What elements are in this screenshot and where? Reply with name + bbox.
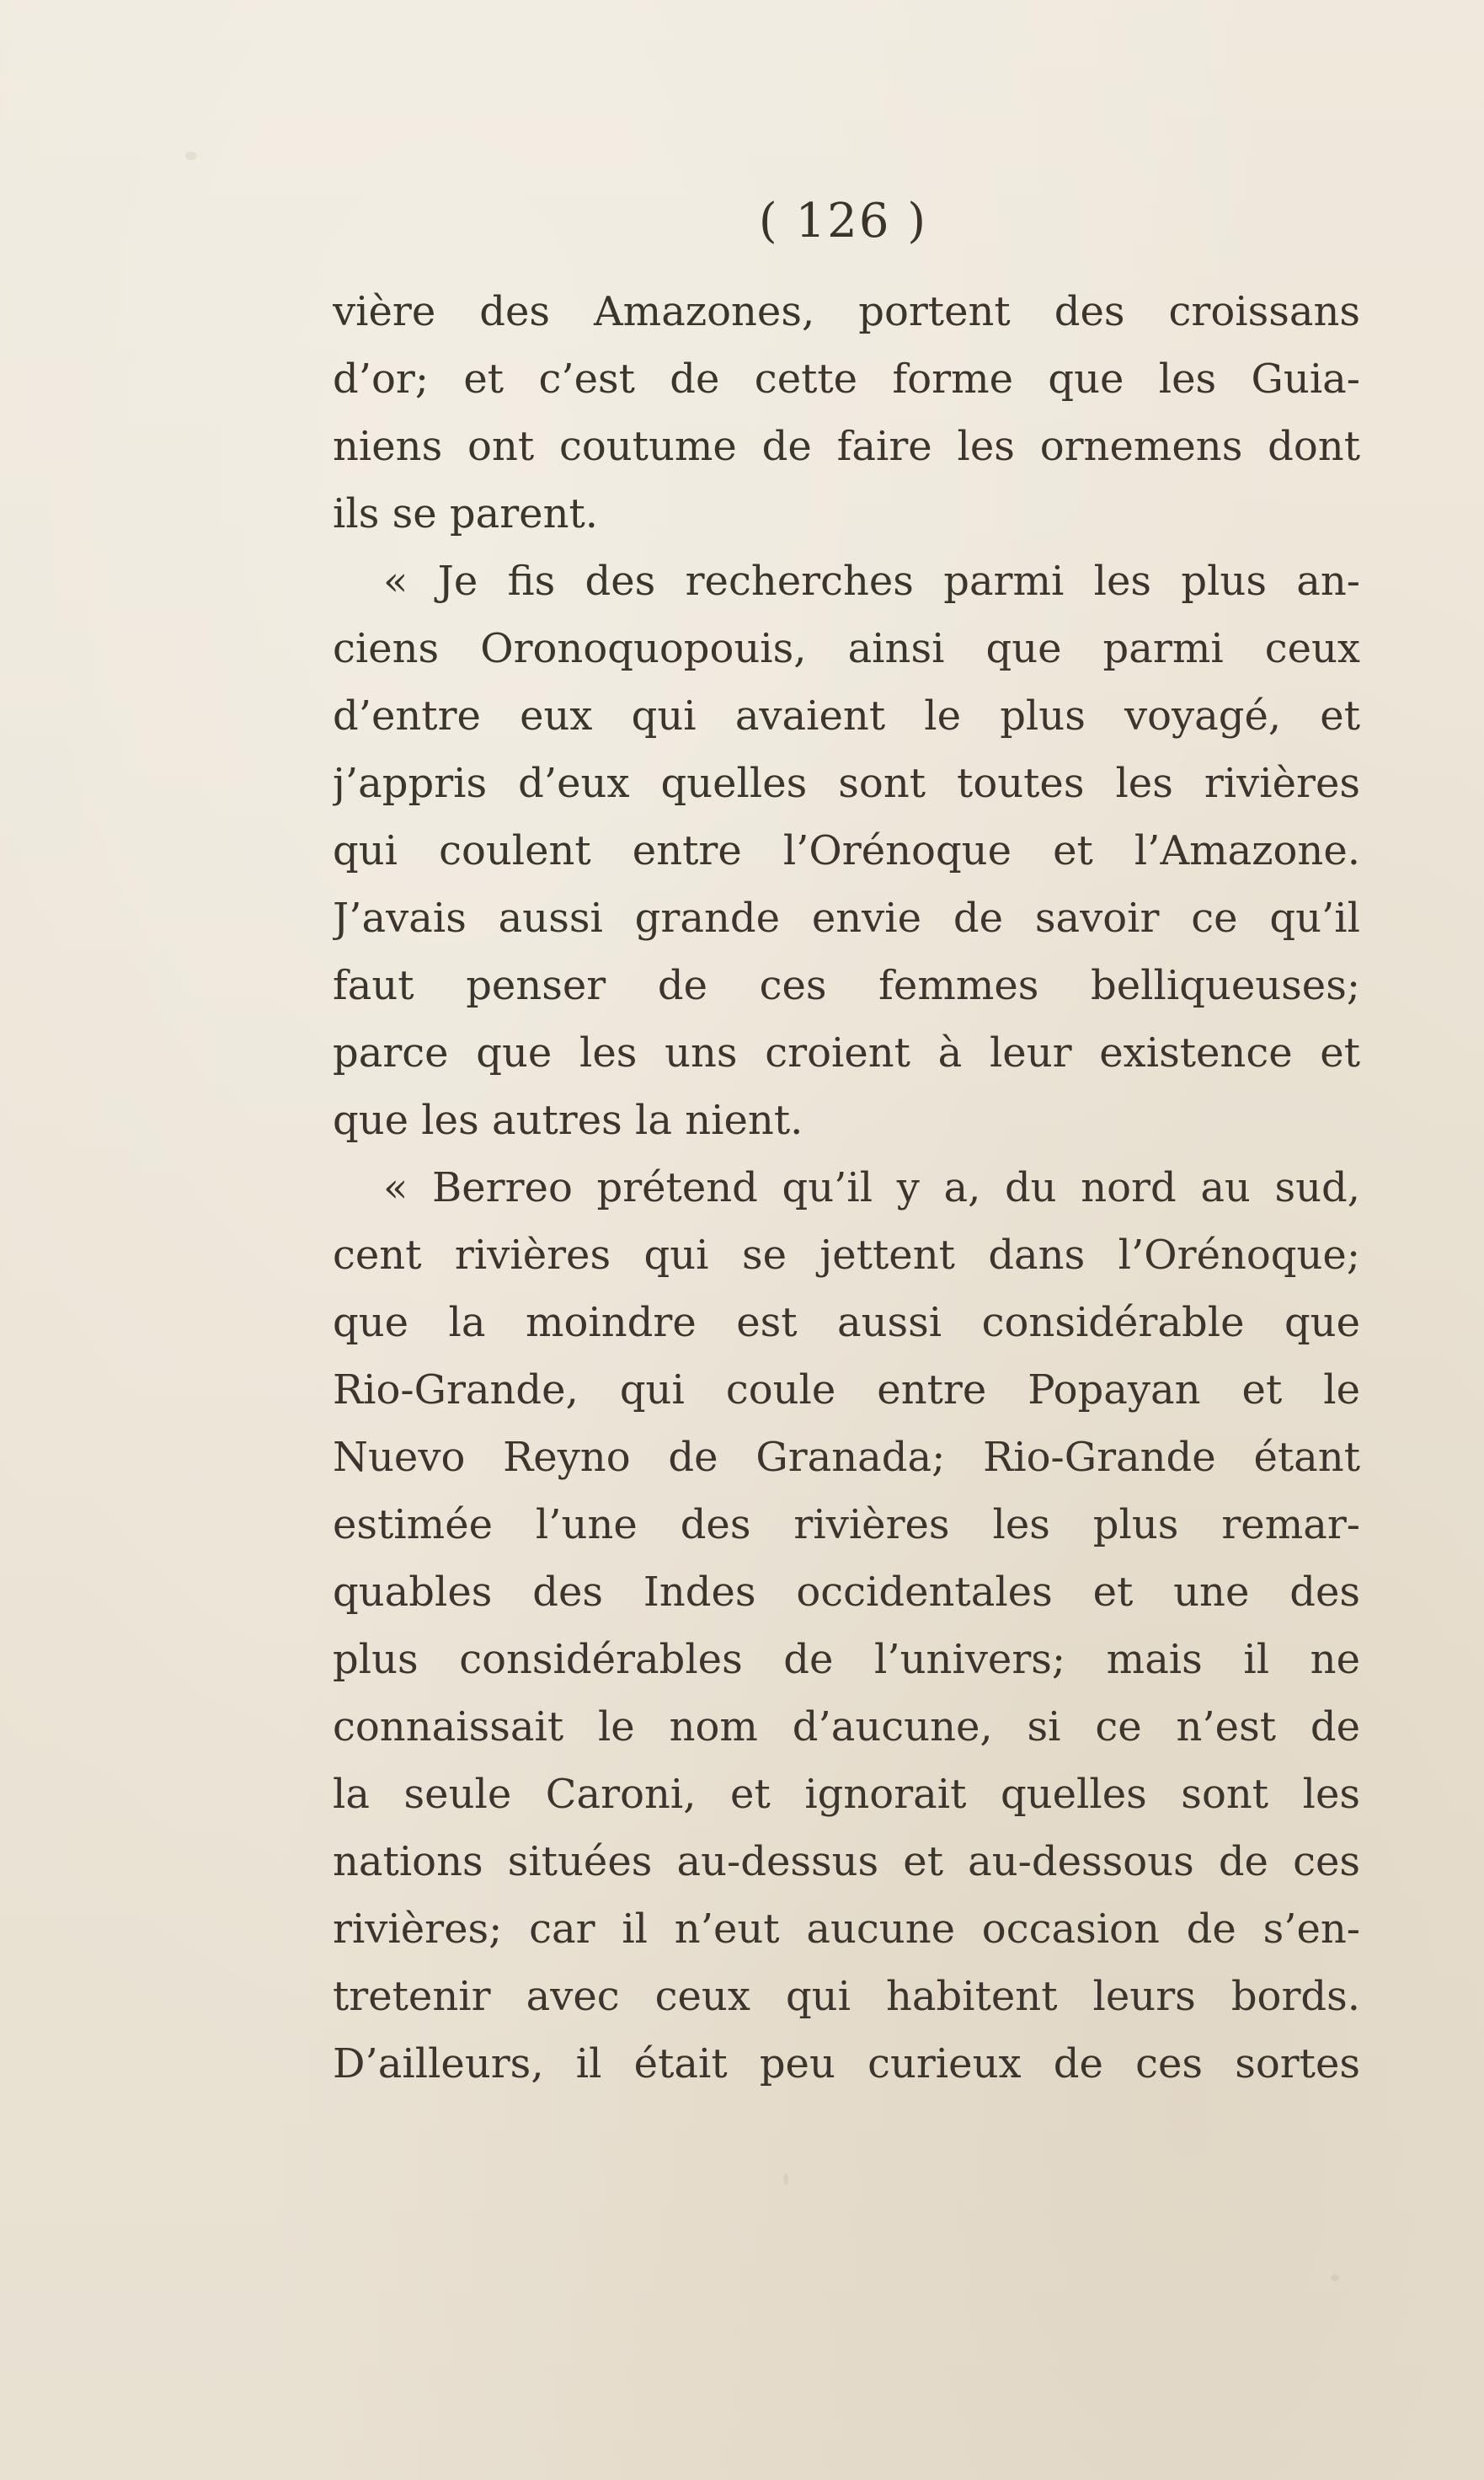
text-line: Nuevo Reyno de Granada; Rio-Grande étant bbox=[333, 1434, 1360, 1481]
text-line: qui coulent entre l’Orénoque et l’Amazone. bbox=[333, 827, 1360, 874]
page-number: ( 126 ) bbox=[758, 194, 928, 249]
text-line: tretenir avec ceux qui habitent leurs bords. bbox=[333, 1973, 1360, 2020]
text-line: parce que les uns croient à leur existence et bbox=[333, 1029, 1360, 1077]
text-line: vière des Amazones, portent des croissans bbox=[333, 288, 1360, 335]
text-line: quables des Indes occidentales et une des bbox=[333, 1569, 1360, 1616]
text-line: plus considérables de l’univers; mais il ne bbox=[333, 1636, 1360, 1683]
paper-spot bbox=[783, 2173, 788, 2185]
text-line: D’ailleurs, il était peu curieux de ces sortes bbox=[333, 2040, 1360, 2087]
text-line: cent rivières qui se jettent dans l’Orénoque; bbox=[333, 1232, 1360, 1279]
text-line: rivières; car il n’eut aucune occasion de s’en- bbox=[333, 1905, 1360, 1953]
body-text bbox=[333, 278, 1360, 2098]
text-line: j’appris d’eux quelles sont toutes les rivières bbox=[333, 760, 1360, 807]
text-line: que les autres la nient. bbox=[333, 1097, 803, 1144]
text-line: estimée l’une des rivières les plus remar- bbox=[333, 1501, 1360, 1548]
paper-spot bbox=[185, 152, 197, 160]
text-line: ils se parent. bbox=[333, 490, 599, 537]
text-line: nations situées au-dessus et au-dessous de ces bbox=[333, 1838, 1360, 1885]
text-line: « Je fis des recherches parmi les plus an- bbox=[383, 558, 1360, 605]
text-line: connaissait le nom d’aucune, si ce n’est de bbox=[333, 1703, 1360, 1750]
text-line: la seule Caroni, et ignorait quelles sont les bbox=[333, 1771, 1360, 1818]
text-line: ciens Oronoquopouis, ainsi que parmi ceux bbox=[333, 625, 1360, 672]
text-line: d’or; et c’est de cette forme que les Guia- bbox=[333, 355, 1360, 403]
text-line: que la moindre est aussi considérable que bbox=[333, 1299, 1360, 1346]
text-line: « Berreo prétend qu’il y a, du nord au sud, bbox=[383, 1164, 1360, 1211]
text-line: niens ont coutume de faire les ornemens dont bbox=[333, 423, 1360, 470]
text-line: J’avais aussi grande envie de savoir ce qu’il bbox=[333, 895, 1360, 942]
text-line: faut penser de ces femmes belliqueuses; bbox=[333, 962, 1360, 1009]
paper-spot bbox=[1331, 2274, 1339, 2281]
text-line: d’entre eux qui avaient le plus voyagé, et bbox=[333, 692, 1360, 740]
text-line: Rio-Grande, qui coule entre Popayan et le bbox=[333, 1366, 1360, 1414]
